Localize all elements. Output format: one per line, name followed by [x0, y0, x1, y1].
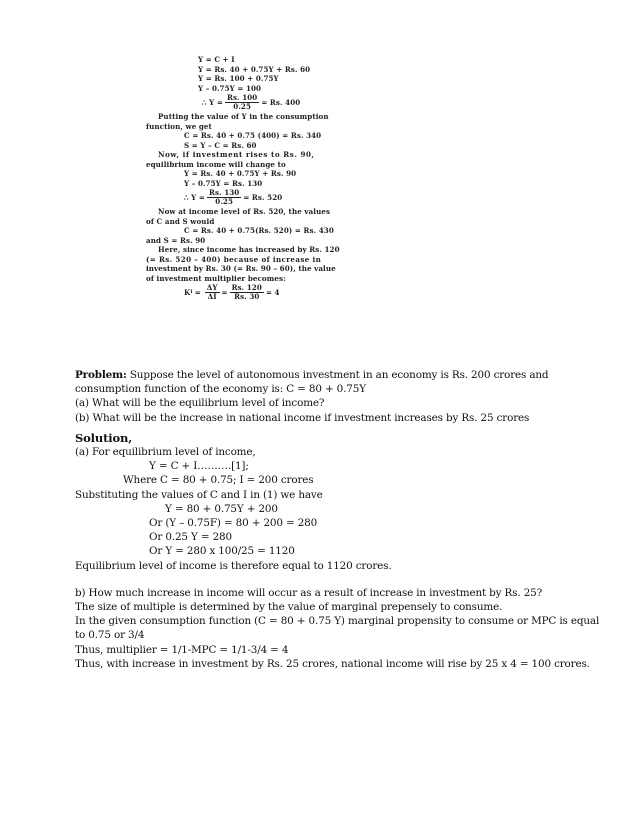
paragraph-line: Here, since income has increased by Rs. 120	[158, 245, 340, 254]
paragraph-line: investment by Rs. 30 (= Rs. 90 – 60), the value	[146, 264, 336, 273]
solution-line: Equilibrium level of income is therefore equal to 1120 crores.	[75, 559, 392, 572]
fraction: $\frac{Rs. 100}{0.25}$	[226, 93, 258, 111]
paragraph-line: Now at income level of Rs. 520, the values	[158, 207, 331, 216]
scanned-textbook-excerpt	[140, 55, 350, 302]
question-a: (a) What will be the equilibrium level of income?	[75, 397, 325, 410]
solution-line: Where C = 80 + 0.75; I = 200 crores	[123, 474, 314, 487]
equation-line: C = Rs. 40 + 0.75 (400) = Rs. 340	[184, 131, 322, 140]
solution-line: Or Y = 280 x 100/25 = 1120	[149, 545, 295, 558]
equation-line: Y = Rs. 40 + 0.75Y + Rs. 90	[184, 169, 297, 178]
solution-line: Thus, multiplier = 1/1-MPC = 1/1-3/4 = 4	[75, 643, 289, 656]
equation-line: S = Y – C = Rs. 60	[184, 140, 257, 150]
solution-line: Or (Y – 0.75F) = 80 + 200 = 280	[149, 517, 318, 530]
equation-line: and S = Rs. 90	[146, 235, 206, 245]
paragraph-line: of C and S would	[146, 216, 215, 226]
equation-line: Y – 0.75Y = 100	[198, 83, 262, 93]
solution-line: Y = 80 + 0.75Y + 200	[165, 502, 278, 515]
solution-line: The size of multiple is determined by the value of marginal prepensely to consume.	[75, 601, 503, 614]
equation-line: Y = Rs. 40 + 0.75Y + Rs. 60	[198, 64, 311, 74]
fraction-equation: ∴ Y = $\frac{Rs. 100}{0.25}$ = Rs. 400	[202, 93, 301, 111]
problem-and-solution-text	[75, 368, 600, 671]
solution-heading: Solution,	[75, 430, 133, 445]
solution-line: Or 0.25 Y = 280	[149, 531, 232, 544]
solution-line: Thus, with increase in investment by Rs. 25 crores, national income will rise by 25 x 4 = 100 crores.	[75, 657, 590, 670]
paragraph-line: Now, if investment rises to Rs. 90,	[158, 150, 315, 159]
solution-line: b) How much increase in income will occur as a result of increase in investment by Rs. 25?	[75, 586, 543, 599]
fraction: $\frac{Rs. 130}{0.25}$	[208, 188, 240, 206]
paragraph-line: of investment multiplier becomes:	[146, 273, 286, 283]
fraction: $\frac{Rs. 120}{Rs. 30}$	[231, 283, 262, 301]
equation-line: C = Rs. 40 + 0.75(Rs. 520) = Rs. 430	[184, 226, 334, 235]
problem-statement-line: consumption function of the economy is: C = 80 + 0.75Y	[75, 383, 366, 396]
paragraph-line: function, we get	[146, 121, 212, 131]
problem-statement-line: Problem: Suppose the level of autonomous investment in an economy is Rs. 200 crores and	[75, 369, 549, 381]
fraction: $\frac{\Delta Y}{\Delta I}$	[206, 283, 218, 301]
solution-line: In the given consumption function (C = 80 + 0.75 Y) marginal propensity to consume or MPC is equal	[75, 615, 600, 628]
question-b: (b) What will be the increase in national income if investment increases by Rs. 25 crores	[75, 411, 530, 424]
fraction-equation: ∴ Y = $\frac{Rs. 130}{0.25}$ = Rs. 520	[184, 188, 283, 206]
equation-line: Y – 0.75Y = Rs. 130	[184, 178, 263, 188]
multiplier-equation: K I = $\frac{\Delta Y}{\Delta I}$ = $\frac{Rs. 120}{Rs. 30}$ = 4	[184, 283, 280, 301]
solution-line: Substituting the values of C and I in (1) we have	[75, 488, 323, 501]
problem-label: Problem:	[75, 369, 127, 381]
paragraph-line: equilibrium income will change to	[146, 159, 286, 169]
solution-line: (a) For equilibrium level of income,	[75, 446, 256, 459]
equation-line: Y = C + I	[198, 55, 235, 64]
equation-line: Y = Rs. 100 + 0.75Y	[198, 74, 279, 83]
solution-line: to 0.75 or 3/4	[75, 629, 145, 642]
paragraph-line: Putting the value of Y in the consumption	[158, 112, 329, 121]
paragraph-line: (= Rs. 520 – 400) because of increase in	[146, 254, 322, 264]
solution-line: Y = C + I……….[1];	[149, 460, 249, 473]
